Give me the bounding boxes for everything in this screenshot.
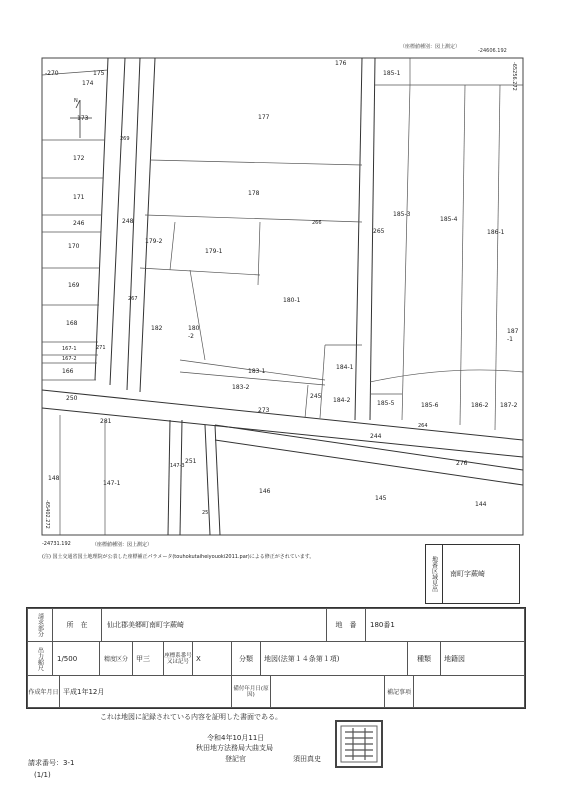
label-precision: 精度区分 <box>99 641 133 676</box>
parcel-label: 281 <box>100 418 112 425</box>
parcel-label: 187-2 <box>500 402 518 409</box>
coord-right-top: -65256.272 <box>511 62 517 91</box>
issue-date: 令和4年10月11日 <box>207 734 265 742</box>
road-label: 267 <box>128 296 138 302</box>
parcel-label: 170 <box>68 243 80 250</box>
parcel-label: -270 <box>45 70 59 77</box>
parcel-label: 185-5 <box>377 400 395 407</box>
label-created-date: 作成年月日 <box>27 675 60 708</box>
parcel-label: 171 <box>73 194 85 201</box>
legend-value: 南町字蕨崎 <box>450 570 485 578</box>
north-label: N <box>74 98 78 104</box>
precision-value: 甲三 <box>132 641 164 676</box>
created-date-value: 平成1年12月 <box>59 675 232 708</box>
road-label: 264 <box>418 423 428 429</box>
parcel-label: 183-1 <box>248 368 266 375</box>
label-coord-system: 座標系番号又は記号 <box>163 641 193 676</box>
registrar-title: 登記官 <box>225 755 246 763</box>
coord-system-value: X <box>192 641 232 676</box>
road-label: 271 <box>96 345 106 351</box>
info-table <box>26 607 526 709</box>
parcel-label: 147-1 <box>103 480 121 487</box>
parcel-label: 179-1 <box>205 248 223 255</box>
request-number: 請求番号：3-1 <box>28 759 75 767</box>
parcel-label: 251 <box>185 458 197 465</box>
label-request-part: 請求部分 <box>36 613 44 637</box>
north-arrow-icon <box>68 100 98 140</box>
parcel-label: 176 <box>335 60 347 67</box>
parcel-label: 244 <box>370 433 382 440</box>
parcel-label: 180-1 <box>283 297 301 304</box>
parcel-label: 146 <box>259 488 271 495</box>
coord-left-bottom: -65402.272 <box>44 500 50 529</box>
parcel-label: 175 <box>93 70 105 77</box>
official-seal-icon <box>335 720 383 768</box>
parcel-label: 186-1 <box>487 229 505 236</box>
road-label: 25 <box>202 510 209 516</box>
parcel-label: 250 <box>66 395 78 402</box>
parcel-label: 183-2 <box>232 384 250 391</box>
parcel-label: 177 <box>258 114 270 121</box>
label-location: 所 在 <box>52 608 102 642</box>
parcel-label: 148 <box>48 475 60 482</box>
svg-text:-24606.192: -24606.192 <box>478 48 507 54</box>
parcel-label: 185-4 <box>440 216 458 223</box>
parcel-label: 276 <box>456 460 468 467</box>
label-scale: 出力縮尺 <box>36 646 44 671</box>
parcel-label: 185-1 <box>383 70 401 77</box>
region-legend <box>425 544 520 604</box>
parcel-label: 185-3 <box>393 211 411 218</box>
road-label: 269 <box>120 136 130 142</box>
parcel-label: 265 <box>373 228 385 235</box>
label-supplement: 補記事項 <box>384 675 414 708</box>
parcel-label: 167-2 <box>62 356 77 362</box>
parcel-label: 166 <box>62 368 74 375</box>
parcel-label: 185-6 <box>421 402 439 409</box>
legend-title: 地番区域見出 <box>430 556 438 592</box>
road-label: 147-3 <box>170 463 185 469</box>
parcel-label: 248 <box>122 218 134 225</box>
registrar-name: 須田真史 <box>293 755 321 763</box>
office-name: 秋田地方法務局大曲支局 <box>196 744 273 752</box>
parcel-label: 187 -1 <box>507 328 519 343</box>
parcel-label: 186-2 <box>471 402 489 409</box>
parcel-label: 169 <box>68 282 80 289</box>
correction-note: (注) 国土交通省国土地理院が公表した座標補正パラメータ(touhokutaiheiyouoki2011.par)による修正がされています。 <box>42 554 315 560</box>
coord-note-bottom: （座標値種別：図上測定） <box>92 542 153 548</box>
parcel-label: 144 <box>475 501 487 508</box>
parcel-label: 182 <box>151 325 163 332</box>
parcel-label: 273 <box>258 407 270 414</box>
parcel-label: 174 <box>82 80 94 87</box>
parcel-label: 167-1 <box>62 346 77 352</box>
parcel-label: 245 <box>310 393 322 400</box>
parcel-label: 184-1 <box>336 364 354 371</box>
classification-value: 地図(法第１４条第１項) <box>260 641 408 676</box>
installed-date-value <box>270 675 385 708</box>
supplement-value <box>413 675 525 708</box>
svg-text:（座標値種別：図上測定）: （座標値種別：図上測定） <box>400 44 461 50</box>
type-value: 地籍図 <box>440 641 525 676</box>
scale-value: 1/500 <box>52 641 100 676</box>
parcel-label: 184-2 <box>333 397 351 404</box>
label-lot-number: 地 番 <box>326 608 366 642</box>
parcel-label: 145 <box>375 495 387 502</box>
parcel-label: 179-2 <box>145 238 163 245</box>
coord-bottom-left: -24731.192 <box>42 541 71 547</box>
parcel-label: 178 <box>248 190 260 197</box>
parcel-label: 168 <box>66 320 78 327</box>
parcel-label: 172 <box>73 155 85 162</box>
label-installed-date: 備付年月日(原因) <box>231 675 271 708</box>
parcel-label: 173 <box>77 115 89 122</box>
parcel-label: 180 -2 <box>188 325 200 340</box>
page-indicator: (1/1) <box>34 771 51 779</box>
lot-number-value: 180番1 <box>365 608 525 642</box>
certify-text: これは地図に記録されている内容を証明した書面である。 <box>100 713 282 721</box>
road-label: 266 <box>312 220 322 226</box>
label-type: 種類 <box>407 641 441 676</box>
parcel-label: 246 <box>73 220 85 227</box>
label-classification: 分類 <box>231 641 261 676</box>
location-value: 仙北郡美郷町南町字蕨崎 <box>101 608 327 642</box>
